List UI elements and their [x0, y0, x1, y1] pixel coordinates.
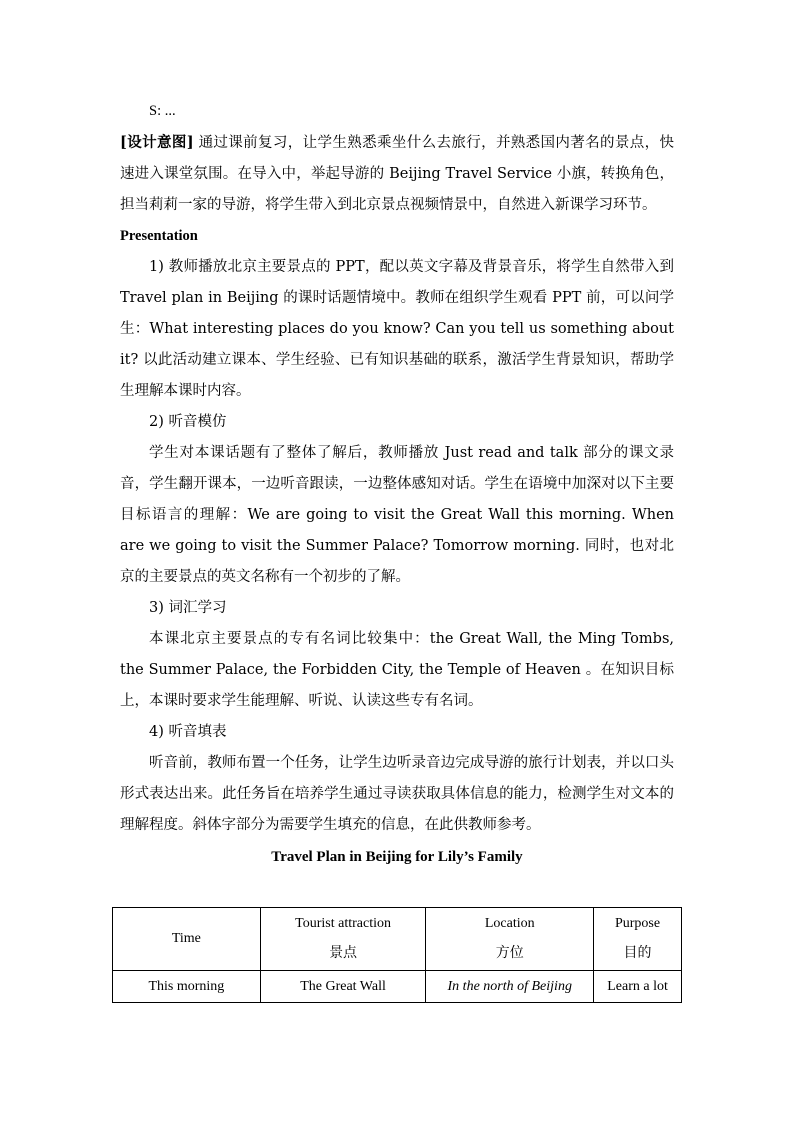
cell-attraction: The Great Wall	[260, 971, 426, 1003]
header-time: Time	[113, 908, 261, 971]
header-location-zh: 方位	[495, 946, 524, 961]
step-2-paragraph: 学生对本课话题有了整体了解后，教师播放 Just read and talk 部分的课文录音，学生翻开课本，一边听音跟读，一边整体感知对话。学生在语境中加深对以下主要目标语言的理解：We are going to visit the Great Wall this morning. When are we going to visit the Summer Palace? Tomorrow morning. 同时，也对北京的主要景点的英文名称有一个初步的了解。	[120, 445, 674, 585]
cell-location: In the north of Beijing	[426, 971, 594, 1003]
header-purpose	[594, 908, 682, 971]
header-attraction	[260, 908, 426, 971]
step-2-title: 2) 听音模仿	[149, 414, 227, 430]
step-3-paragraph: 本课北京主要景点的专有名词比较集中：the Great Wall, the Ming Tombs, the Summer Palace, the Forbidden City, the Temple of Heaven 。在知识目标上，本课时要求学生能理解、听说、认读这些专有名词。	[120, 631, 674, 709]
header-attraction-zh: 景点	[329, 946, 358, 961]
design-intent-text: 通过课前复习，让学生熟悉乘坐什么去旅行，并熟悉国内著名的景点，快速进入课堂氛围。在导入中，举起导游的 Beijing Travel Service 小旗，转换角色，担当莉莉一家的导游，将学生带入到北京景点视频情景中，自然进入新课学习环节。	[120, 135, 675, 213]
table-row	[113, 971, 682, 1003]
header-purpose-zh: 目的	[623, 946, 652, 961]
step-1-paragraph: 1) 教师播放北京主要景点的 PPT，配以英文字幕及背景音乐，将学生自然带入到 Travel plan in Beijing 的课时话题情境中。教师在组织学生观看 PPT 前，可以问学生：What interesting places do you know? Can you tell us something about it? 以此活动建立课本、学生经验、已有知识基础的联系，激活学生背景知识，帮助学生理解本课时内容。	[120, 259, 674, 399]
header-location	[426, 908, 594, 971]
design-intent-paragraph	[120, 127, 674, 221]
header-location-en: Location	[484, 916, 535, 931]
section-heading-presentation: Presentation	[120, 228, 198, 244]
cell-purpose: Learn a lot	[594, 971, 682, 1003]
document-body	[120, 96, 674, 871]
cell-time: This morning	[113, 971, 261, 1003]
step-3-title: 3) 词汇学习	[149, 600, 227, 616]
step-4-paragraph: 听音前，教师布置一个任务，让学生边听录音边完成导游的旅行计划表，并以口头形式表达出来。此任务旨在培养学生通过寻读获取具体信息的能力，检测学生对文本的理解程度。斜体字部分为需要学生填充的信息，在此供教师参考。	[120, 755, 674, 833]
header-attraction-en: Tourist attraction	[295, 916, 391, 931]
header-purpose-en: Purpose	[614, 916, 661, 931]
table-title: Travel Plan in Beijing for Lily’s Family	[271, 849, 523, 865]
speaker-line: S: ...	[149, 103, 176, 119]
design-intent-label: [设计意图]	[120, 134, 194, 151]
step-4-title: 4) 听音填表	[149, 724, 227, 740]
travel-plan-table	[112, 907, 682, 1003]
table-header-row	[113, 908, 682, 971]
